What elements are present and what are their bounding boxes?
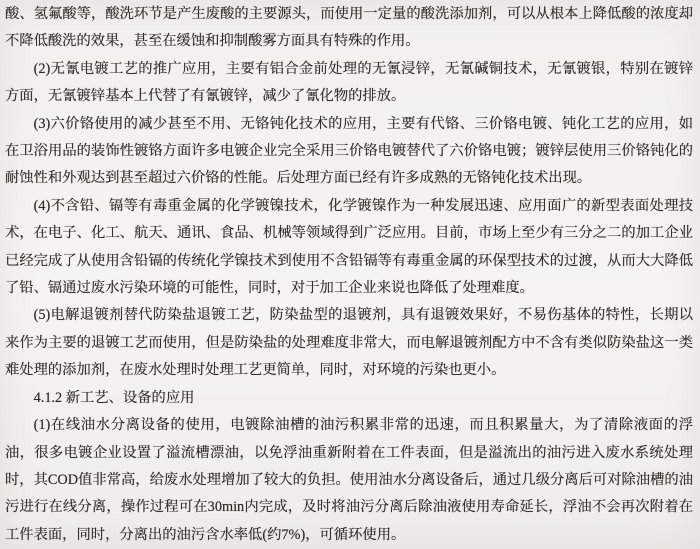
document-text-block [5, 1, 693, 549]
paragraph-cyanide-free-plating: (2)无氰电镀工艺的推广应用，主要有铝合金前处理的无氰浸锌，无氰碱铜技术，无氰镀银，特别在镀锌方面，无氰镀锌基本上代替了有氰镀锌，减少了氰化物的排放。 [5, 60, 693, 105]
paragraph-oil-water-separation-equipment: (1)在线油水分离设备的使用，电镀除油槽的油污积累非常的迅速，而且积累量大，为了清除液面的浮油，很多电镀企业设置了溢流槽漂油，以免浮油重新附着在工件表面，但是溢流出的油污进入废水系统处理时，其COD值非常高，给废水处理增加了较大的负担。使用油水分离设备后，通过几级分离后可对除油槽的油污进行在线分离，操作过程可在30min内完成，及时将油污分离后除油液使用寿命延长，浮油不会再次附着在工件表面，同时，分离出的油污含水率低(约7%)，可循环使用。 [5, 417, 693, 543]
paragraph-hexavalent-chromium-reduction: (3)六价铬使用的减少甚至不用、无铬钝化技术的应用，主要有代铬、三价铬电镀、钝化工艺的应用，如在卫浴用品的装饰性镀铬方面许多电镀企业完全采用三价铬电镀替代了六价铬电镀；镀锌层使用三价铬钝化的耐蚀性和外观达到甚至超过六价铬的性能。后处理方面已经有许多成熟的无铬钝化技术出现。 [5, 115, 693, 187]
paragraph-lead-cadmium-free-electroless-nickel: (4)不含铅、镉等有毒重金属的化学镀镍技术，化学镀镍作为一种发展迅速、应用面广的新型表面处理技术，在电子、化工、航天、通讯、食品、机械等领域得到广泛应用。目前，市场上至少有三分之二的加工企业已经完成了从使用含铅镉的传统化学镍技术到使用不含铅镉等有毒重金属的环保型技术的过渡，从而大大降低了铅、镉通过废水污染环境的可能性，同时，对于加工企业来说也降低了处理难度。 [5, 197, 693, 297]
paragraph-electrolytic-stripping-agent: (5)电解退镀剂替代防染盐退镀工艺，防染盐型的退镀剂，具有退镀效果好，不易伤基体的特性，长期以来作为主要的退镀工艺而使用，但是防染盐的处理难度非常大，而电解退镀剂配方中不含有类似防染盐这一类难处理的添加剂，在废水处理时处理工艺更简单，同时，对环境的污染也更小。 [5, 307, 693, 379]
section-heading-4-1-2: 4.1.2 新工艺、设备的应用 [33, 389, 195, 406]
paragraph-acid-wash-continuation: 酸、氢氟酸等，酸洗环节是产生废酸的主要源头，而使用一定量的酸洗添加剂，可以从根本上降低酸的浓度却不降低酸洗的效果，甚至在缓蚀和抑制酸雾方面具有特殊的作用。 [5, 6, 693, 50]
